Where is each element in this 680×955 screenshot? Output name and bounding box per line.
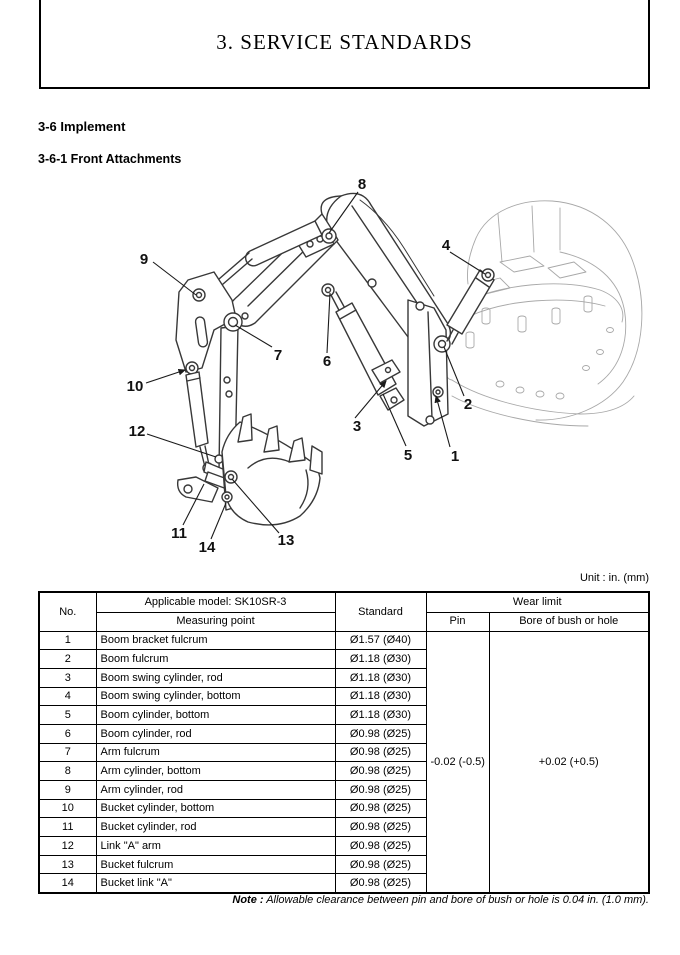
row-measuring-point: Arm fulcrum — [96, 743, 335, 762]
callout-1: 1 — [450, 448, 460, 465]
row-no: 6 — [39, 724, 96, 743]
callout-6: 6 — [322, 353, 332, 370]
subsection-heading: 3-6-1 Front Attachments — [38, 152, 182, 166]
row-standard: Ø0.98 (Ø25) — [335, 837, 426, 856]
col-header-no: No. — [39, 592, 96, 631]
row-measuring-point: Bucket cylinder, rod — [96, 818, 335, 837]
row-standard: Ø1.57 (Ø40) — [335, 631, 426, 650]
note-text: Allowable clearance between pin and bore of bush or hole is 0.04 in. (1.0 mm). — [263, 894, 649, 906]
row-measuring-point: Boom fulcrum — [96, 650, 335, 669]
row-no: 2 — [39, 650, 96, 669]
col-header-applicable-model: Applicable model: SK10SR-3 — [96, 592, 335, 612]
callout-14: 14 — [198, 539, 216, 556]
row-no: 3 — [39, 668, 96, 687]
col-header-measuring-point: Measuring point — [96, 612, 335, 631]
row-measuring-point: Boom swing cylinder, bottom — [96, 687, 335, 706]
callout-3: 3 — [352, 418, 362, 435]
unit-label: Unit : in. (mm) — [579, 572, 649, 584]
wear-limit-bore-value: +0.02 (+0.5) — [489, 631, 649, 893]
row-no: 11 — [39, 818, 96, 837]
row-standard: Ø0.98 (Ø25) — [335, 818, 426, 837]
row-measuring-point: Bucket link "A" — [96, 874, 335, 893]
row-measuring-point: Boom bracket fulcrum — [96, 631, 335, 650]
section-heading: 3-6 Implement — [38, 119, 126, 134]
service-standards-table — [38, 591, 650, 894]
row-standard: Ø0.98 (Ø25) — [335, 724, 426, 743]
row-standard: Ø0.98 (Ø25) — [335, 743, 426, 762]
row-standard: Ø0.98 (Ø25) — [335, 799, 426, 818]
row-standard: Ø1.18 (Ø30) — [335, 650, 426, 669]
row-measuring-point: Arm cylinder, bottom — [96, 762, 335, 781]
col-header-wear-limit: Wear limit — [426, 592, 649, 612]
row-measuring-point: Bucket cylinder, bottom — [96, 799, 335, 818]
front-attachments-diagram — [0, 168, 680, 575]
callout-9: 9 — [139, 251, 149, 268]
row-no: 8 — [39, 762, 96, 781]
callout-4: 4 — [441, 237, 451, 254]
table-note — [232, 894, 649, 906]
note-label: Note : — [232, 894, 264, 906]
col-header-pin: Pin — [426, 612, 489, 631]
callout-13: 13 — [277, 532, 295, 549]
row-no: 14 — [39, 874, 96, 893]
row-measuring-point: Arm cylinder, rod — [96, 781, 335, 800]
callout-2: 2 — [463, 396, 473, 413]
callout-11: 11 — [171, 525, 187, 542]
col-header-bore: Bore of bush or hole — [489, 612, 649, 631]
callout-8: 8 — [357, 176, 367, 193]
row-measuring-point: Bucket fulcrum — [96, 855, 335, 874]
callout-10: 10 — [126, 378, 144, 395]
row-no: 12 — [39, 837, 96, 856]
wear-limit-pin-value: -0.02 (-0.5) — [426, 631, 489, 893]
row-no: 7 — [39, 743, 96, 762]
table-row — [39, 631, 649, 650]
row-no: 1 — [39, 631, 96, 650]
row-no: 5 — [39, 706, 96, 725]
row-no: 4 — [39, 687, 96, 706]
row-no: 13 — [39, 855, 96, 874]
chapter-title: 3. SERVICE STANDARDS — [216, 30, 473, 54]
row-measuring-point: Boom cylinder, bottom — [96, 706, 335, 725]
row-standard: Ø1.18 (Ø30) — [335, 687, 426, 706]
callout-5: 5 — [403, 447, 413, 464]
row-standard: Ø0.98 (Ø25) — [335, 781, 426, 800]
row-standard: Ø1.18 (Ø30) — [335, 668, 426, 687]
row-no: 10 — [39, 799, 96, 818]
row-measuring-point: Boom cylinder, rod — [96, 724, 335, 743]
callout-7: 7 — [273, 347, 283, 364]
row-standard: Ø0.98 (Ø25) — [335, 762, 426, 781]
col-header-standard: Standard — [335, 592, 426, 631]
row-standard: Ø0.98 (Ø25) — [335, 874, 426, 893]
callout-12: 12 — [128, 423, 146, 440]
chapter-title-box — [39, 0, 650, 89]
row-measuring-point: Boom swing cylinder, rod — [96, 668, 335, 687]
row-standard: Ø1.18 (Ø30) — [335, 706, 426, 725]
row-measuring-point: Link "A" arm — [96, 837, 335, 856]
row-no: 9 — [39, 781, 96, 800]
row-standard: Ø0.98 (Ø25) — [335, 855, 426, 874]
